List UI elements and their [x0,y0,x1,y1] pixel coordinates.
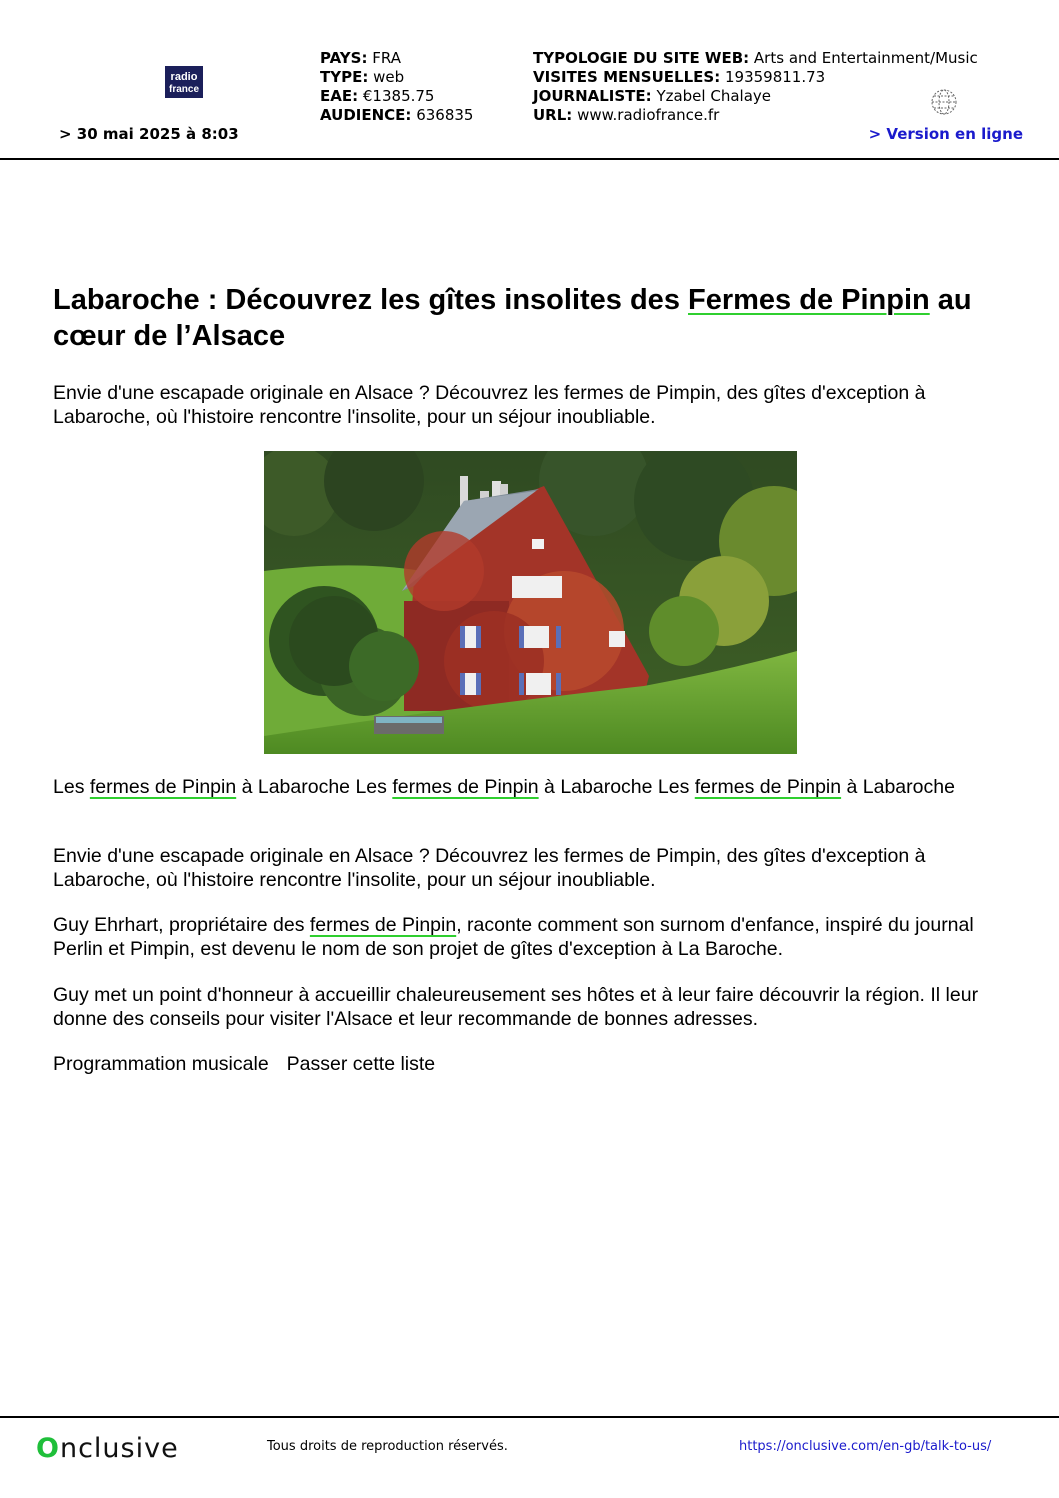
meta-row-type: TYPE: web [320,68,405,86]
article-title: Labaroche : Découvrez les gîtes insolites des Fermes de Pinpin au cœur de l’Alsace [53,284,972,352]
photo-caption: Les fermes de Pinpin à Labaroche Les fermes de Pinpin à Labaroche Les fermes de Pinpin à Labaroche [53,776,955,798]
meta-row-typologie: TYPOLOGIE DU SITE WEB: Arts and Entertainment/Music [533,49,978,67]
copyright-notice: Tous droits de reproduction réservés. [267,1439,508,1454]
meta-row-url: URL: www.radiofrance.fr [533,106,720,124]
article-paragraph-4: Guy met un point d'honneur à accueillir chaleureusement ses hôtes et à leur faire découvrir la région. Il leur donne des conseils pour visiter l'Alsace et leur recommande de bonnes adresses. [53,984,979,1030]
logo-text-france: france [168,84,200,95]
meta-column-1 [320,49,473,125]
online-version-link[interactable]: > Version en ligne [868,125,1023,143]
meta-row-journaliste: JOURNALISTE: Yzabel Chalaye [533,87,771,105]
onclusive-logo: Onclusive [36,1433,179,1464]
header-divider [0,158,1059,160]
radio-france-logo [163,64,205,100]
caption-link-1[interactable]: fermes de Pinpin [89,776,237,798]
music-programming-line [53,1052,1003,1076]
logo-text-radio: radio [170,71,198,83]
paragraph-link-fermes-de-pinpin[interactable]: fermes de Pinpin [309,914,457,936]
publication-date: > 30 mai 2025 à 8:03 [59,125,239,143]
article-paragraph-3: Guy Ehrhart, propriétaire des fermes de Pinpin, raconte comment son surnom d'enfance, inspiré du journal Perlin et Pimpin, est devenu le nom de son projet de gîtes d'exception à La Baroche. [53,914,974,960]
onclusive-contact-link[interactable]: https://onclusive.com/en-gb/talk-to-us/ [739,1439,992,1454]
article-intro: Envie d'une escapade originale en Alsace ? Découvrez les fermes de Pimpin, des gîtes d'exception à Labaroche, où l'histoire rencontre l'insolite, pour un séjour inoubliable. [53,382,926,428]
article-paragraph-2: Envie d'une escapade originale en Alsace ? Découvrez les fermes de Pimpin, des gîtes d'exception à Labaroche, où l'histoire rencontre l'insolite, pour un séjour inoubliable. [53,845,926,891]
meta-column-2 [533,49,978,125]
globe-icon [930,88,958,116]
article-photo-farmhouse [264,451,797,754]
footer-divider [0,1416,1059,1418]
caption-link-2[interactable]: fermes de Pinpin [392,776,539,798]
meta-row-pays: PAYS: FRA [320,49,401,67]
caption-link-3[interactable]: fermes de Pinpin [694,776,842,798]
skip-list-link[interactable]: Passer cette liste [286,1053,436,1075]
title-link-fermes-de-pinpin[interactable]: Fermes de Pinpin [688,284,930,316]
meta-row-visites: VISITES MENSUELLES: 19359811.73 [533,68,826,86]
music-programming-label: Programmation musicale [53,1053,269,1075]
meta-row-audience: AUDIENCE: 636835 [320,106,474,124]
meta-row-eae: EAE: €1385.75 [320,87,435,105]
